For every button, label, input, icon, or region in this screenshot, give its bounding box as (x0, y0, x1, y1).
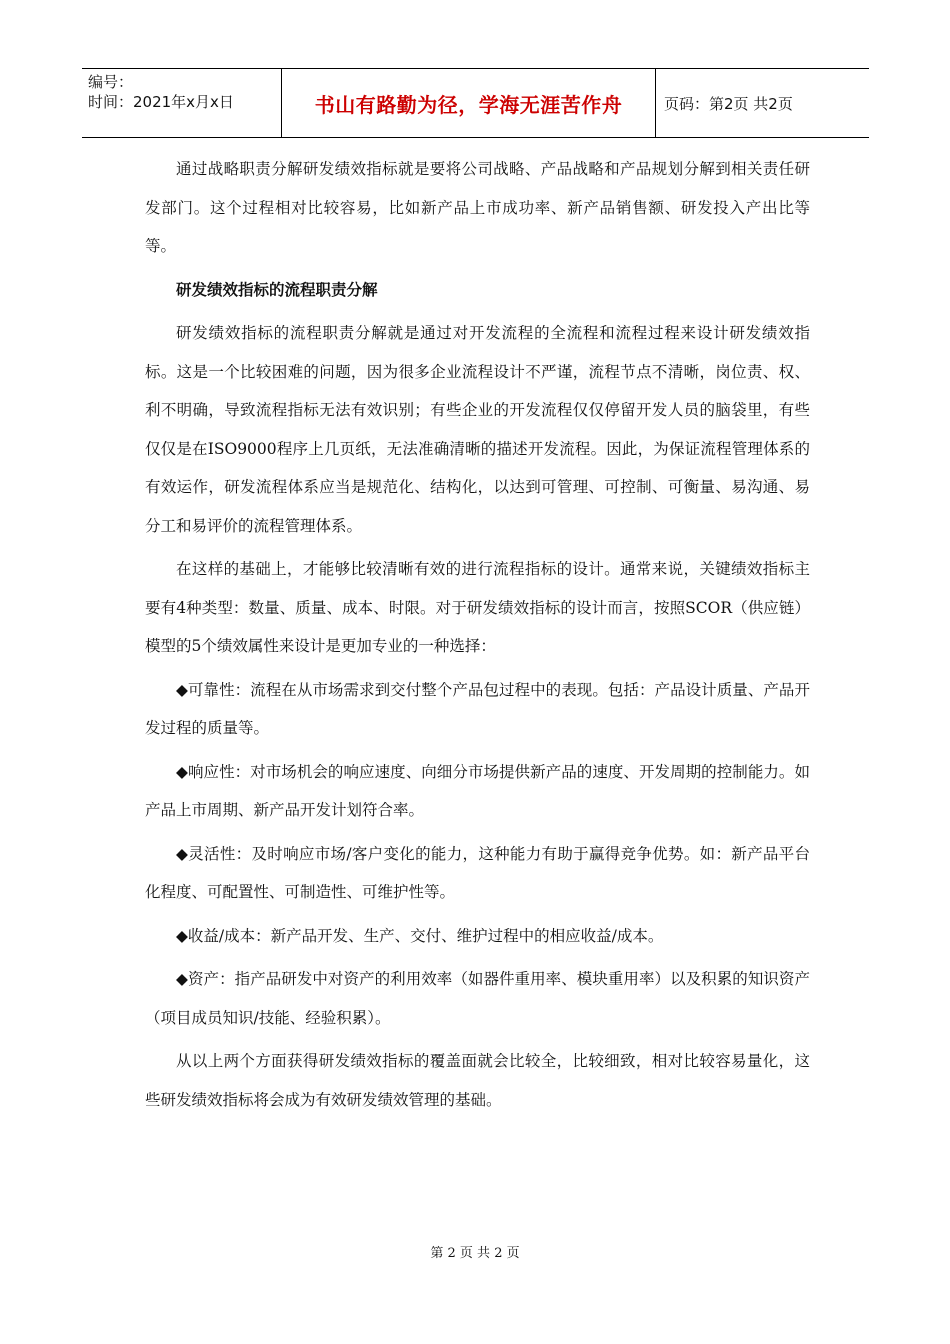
header-meta (82, 69, 282, 137)
bullet-cost: ◆收益/成本：新产品开发、生产、交付、维护过程中的相应收益/成本。 (176, 926, 664, 945)
header-page-cell (656, 69, 869, 137)
paragraph-3: 在这样的基础上，才能够比较清晰有效的进行流程指标的设计。通常来说，关键绩效指标主要有4种类型：数量、质量、成本、时限。对于研发绩效指标的设计而言，按照SCOR（供应链）模型的5个绩效属性来设计是更加专业的一种选择： (145, 560, 810, 655)
document-body (145, 150, 810, 1124)
bullet-reliability: ◆可靠性：流程在从市场需求到交付整个产品包过程中的表现。包括：产品设计质量、产品开发过程的质量等。 (145, 680, 810, 737)
motto: 书山有路勤为径，学海无涯苦作舟 (314, 92, 623, 117)
paragraph-1: 通过战略职责分解研发绩效指标就是要将公司战略、产品战略和产品规划分解到相关责任研发部门。这个过程相对比较容易，比如新产品上市成功率、新产品销售额、研发投入产出比等等。 (145, 160, 810, 255)
number-label: 编号： (88, 73, 134, 91)
bullet-assets: ◆资产：指产品研发中对资产的利用效率（如器件重用率、模块重用率）以及积累的知识资产（项目成员知识/技能、经验积累）。 (145, 970, 810, 1027)
page-label: 页码：第2页 共2页 (664, 94, 793, 113)
bullet-responsiveness: ◆响应性：对市场机会的响应速度、向细分市场提供新产品的速度、开发周期的控制能力。如产品上市周期、新产品开发计划符合率。 (145, 762, 810, 819)
document-header (82, 68, 869, 138)
section-heading: 研发绩效指标的流程职责分解 (176, 279, 378, 299)
paragraph-4: 从以上两个方面获得研发绩效指标的覆盖面就会比较全，比较细致，相对比较容易量化，这些研发绩效指标将会成为有效研发绩效管理的基础。 (145, 1052, 810, 1109)
time-label: 时间：2021年x月x日 (88, 93, 234, 111)
paragraph-2: 研发绩效指标的流程职责分解就是通过对开发流程的全流程和流程过程来设计研发绩效指标。这是一个比较困难的问题，因为很多企业流程设计不严谨，流程节点不清晰，岗位责、权、利不明确，导致流程指标无法有效识别；有些企业的开发流程仅仅停留开发人员的脑袋里，有些仅仅是在ISO9000程序上几页纸，无法准确清晰的描述开发流程。因此，为保证流程管理体系的有效运作，研发流程体系应当是规范化、结构化，以达到可管理、可控制、可衡量、易沟通、易分工和易评价的流程管理体系。 (145, 324, 810, 535)
header-motto-cell (282, 69, 656, 137)
bullet-flexibility: ◆灵活性：及时响应市场/客户变化的能力，这种能力有助于赢得竞争优势。如：新产品平台化程度、可配置性、可制造性、可维护性等。 (145, 844, 810, 901)
page-footer: 第 2 页 共 2 页 (430, 1246, 520, 1261)
